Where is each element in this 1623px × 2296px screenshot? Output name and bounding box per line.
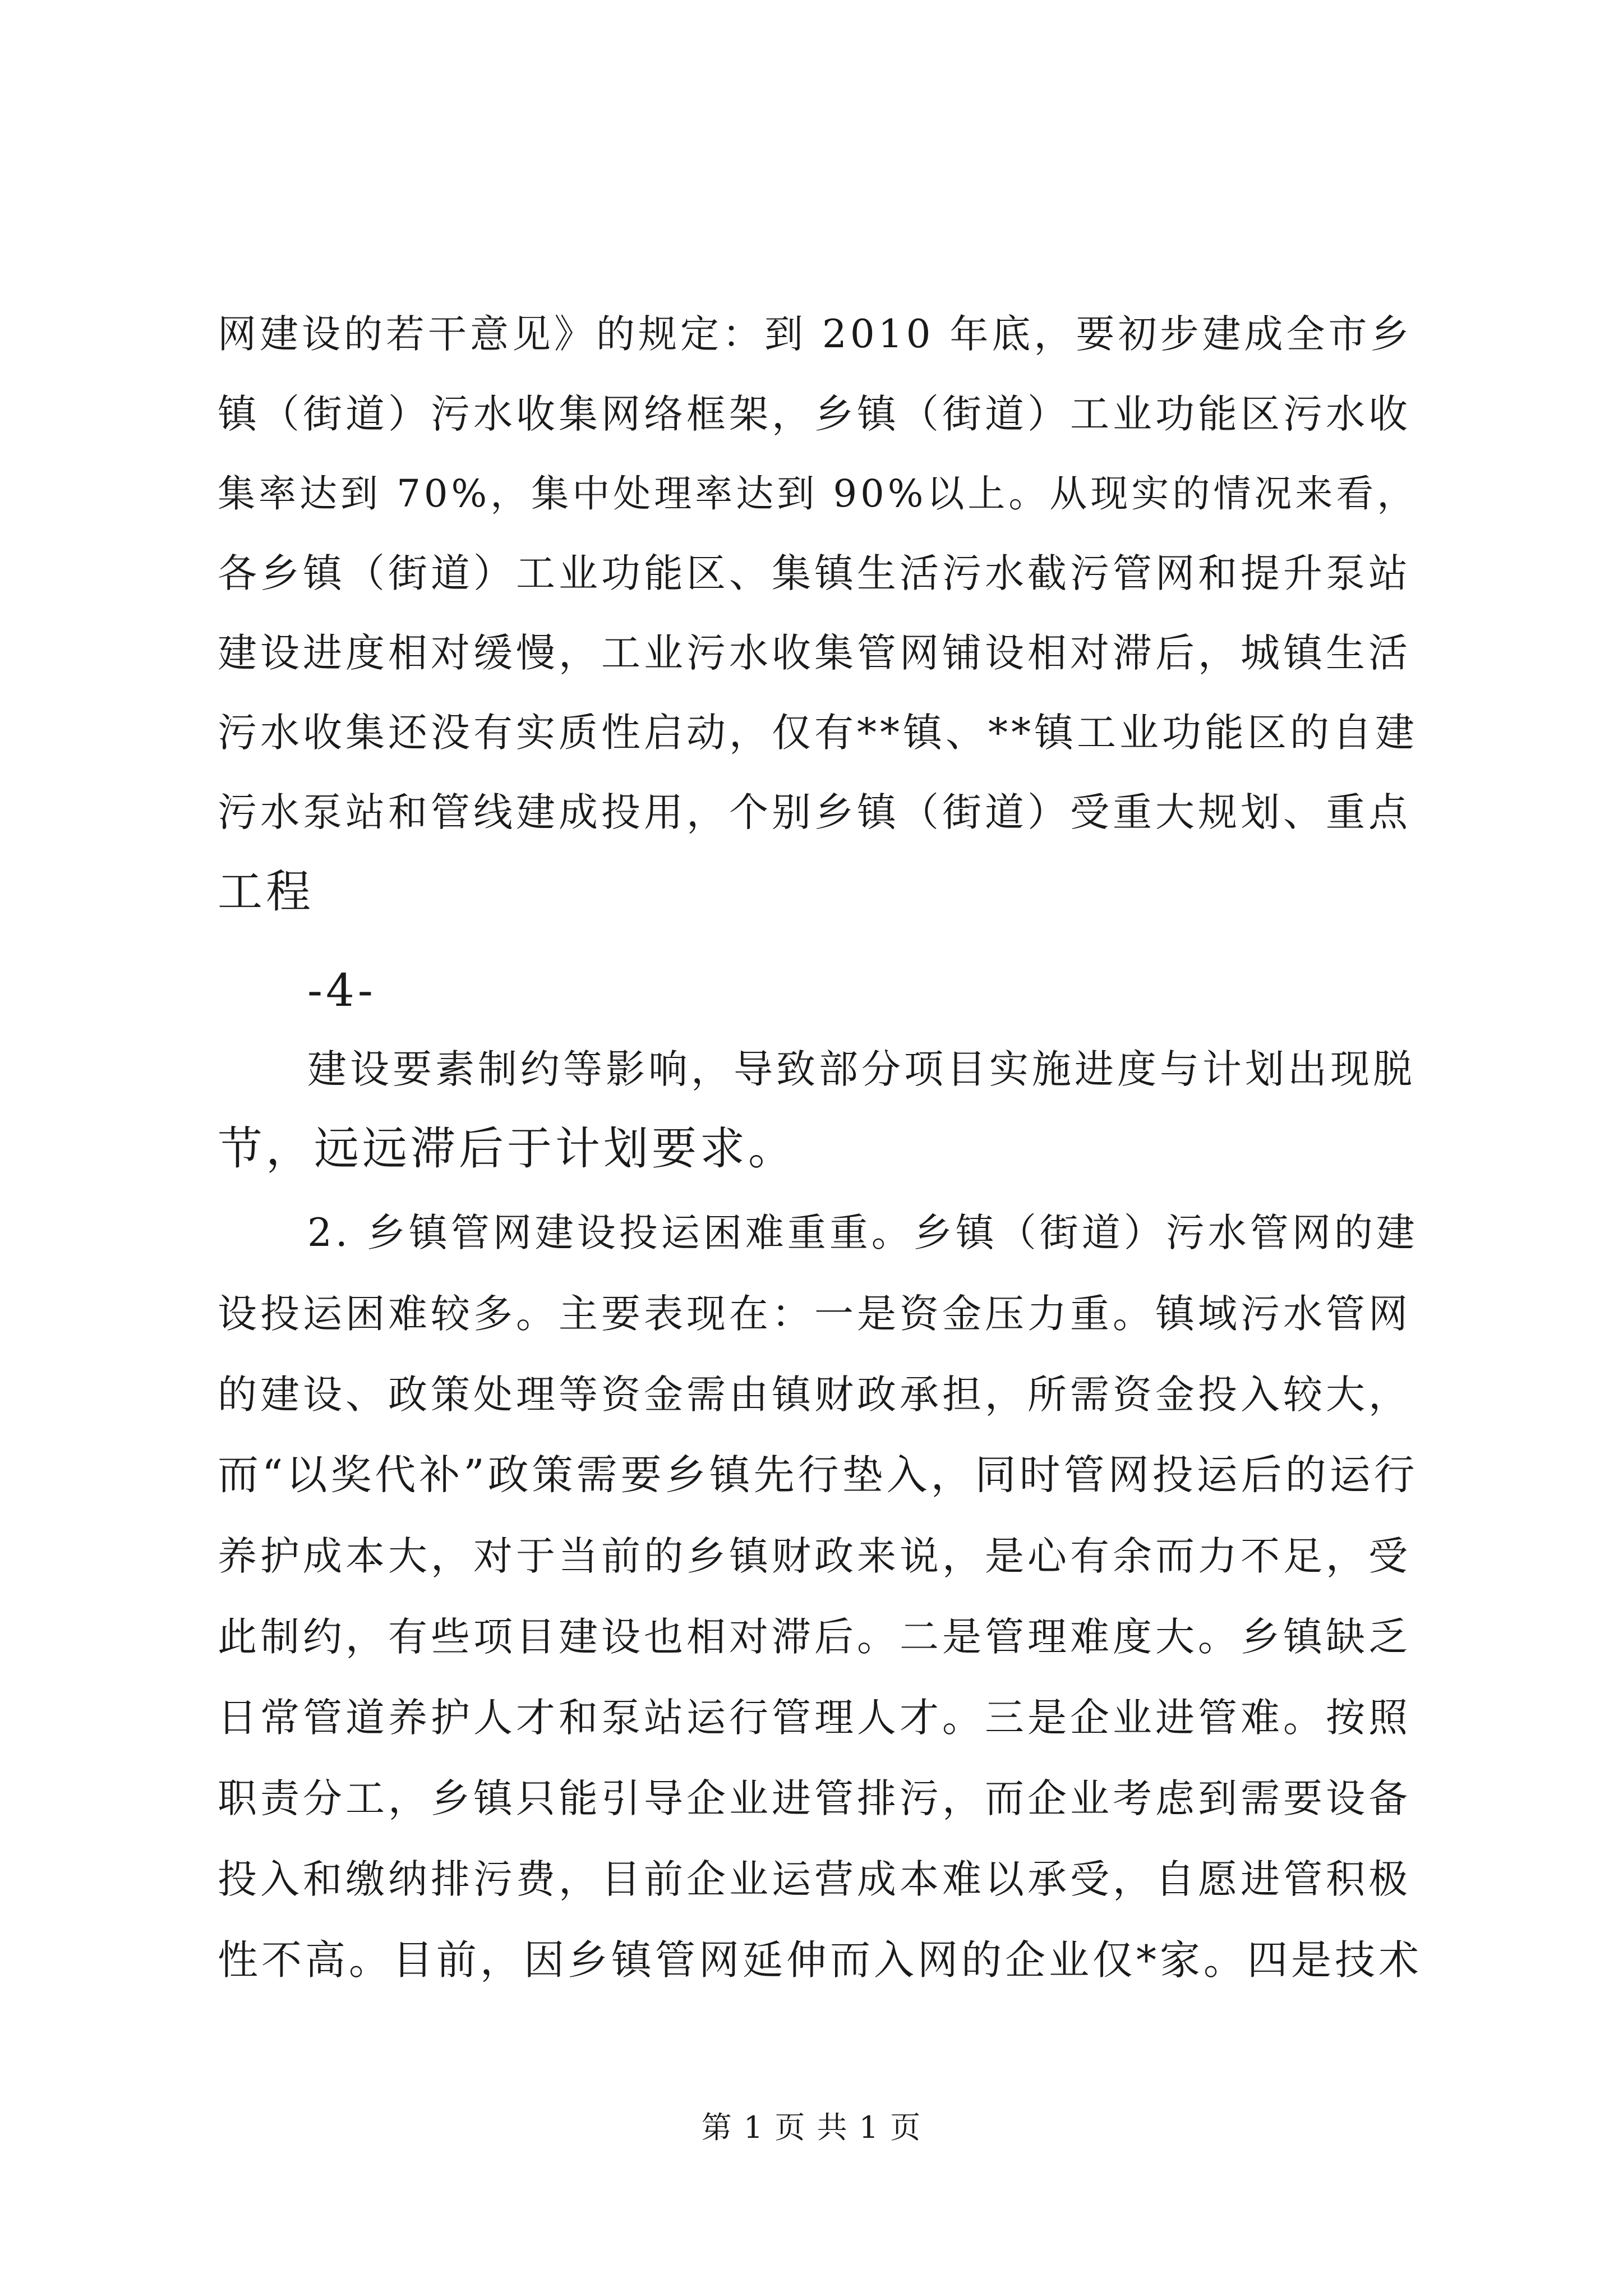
text-line: 设投运困难较多。主要表现在：一是资金压力重。镇域污水管网: [218, 1291, 1411, 1337]
page-footer: 第 1 页 共 1 页: [701, 2110, 922, 2145]
text-line: 建设进度相对缓慢，工业污水收集管网铺设相对滞后，城镇生活: [218, 630, 1411, 676]
text-line: 此制约，有些项目建设也相对滞后。二是管理难度大。乡镇缺乏: [218, 1614, 1411, 1660]
text-line: 职责分工，乡镇只能引导企业进管排污，而企业考虑到需要设备: [218, 1775, 1411, 1821]
text-line: 集率达到 70%，集中处理率达到 90%以上。从现实的情况来看，: [218, 472, 1418, 516]
text-line: 投入和缴纳排污费，目前企业运营成本难以承受，自愿进管积极: [218, 1856, 1411, 1902]
page-marker: -4-: [307, 964, 376, 1016]
text-line: 养护成本大，对于当前的乡镇财政来说，是心有余而力不足，受: [218, 1533, 1411, 1579]
text-line: 污水收集还没有实质性启动，仅有**镇、**镇工业功能区的自建: [218, 710, 1418, 756]
text-line: 而“以奖代补”政策需要乡镇先行垫入，同时管网投运后的运行: [218, 1451, 1418, 1499]
text-line: 各乡镇（街道）工业功能区、集镇生活污水截污管网和提升泵站: [218, 550, 1411, 596]
text-line: 工程: [218, 866, 314, 918]
text-line: 的建设、政策处理等资金需由镇财政承担，所需资金投入较大，: [218, 1372, 1411, 1418]
text-line: 网建设的若干意见》的规定：到 2010 年底，要初步建成全市乡: [218, 312, 1413, 357]
text-line: 节，远远滞后于计划要求。: [218, 1122, 796, 1175]
text-line: 2. 乡镇管网建设投运困难重重。乡镇（街道）污水管网的建: [307, 1211, 1418, 1255]
text-line: 镇（街道）污水收集网络框架，乡镇（街道）工业功能区污水收: [218, 391, 1411, 437]
text-line: 污水泵站和管线建成投用，个别乡镇（街道）受重大规划、重点: [218, 789, 1411, 835]
text-line: 建设要素制约等影响，导致部分项目实施进度与计划出现脱: [307, 1046, 1415, 1092]
text-line: 日常管道养护人才和泵站运行管理人才。三是企业进管难。按照: [218, 1695, 1411, 1741]
text-line: 性不高。目前，因乡镇管网延伸而入网的企业仅*家。四是技术: [218, 1936, 1423, 1984]
